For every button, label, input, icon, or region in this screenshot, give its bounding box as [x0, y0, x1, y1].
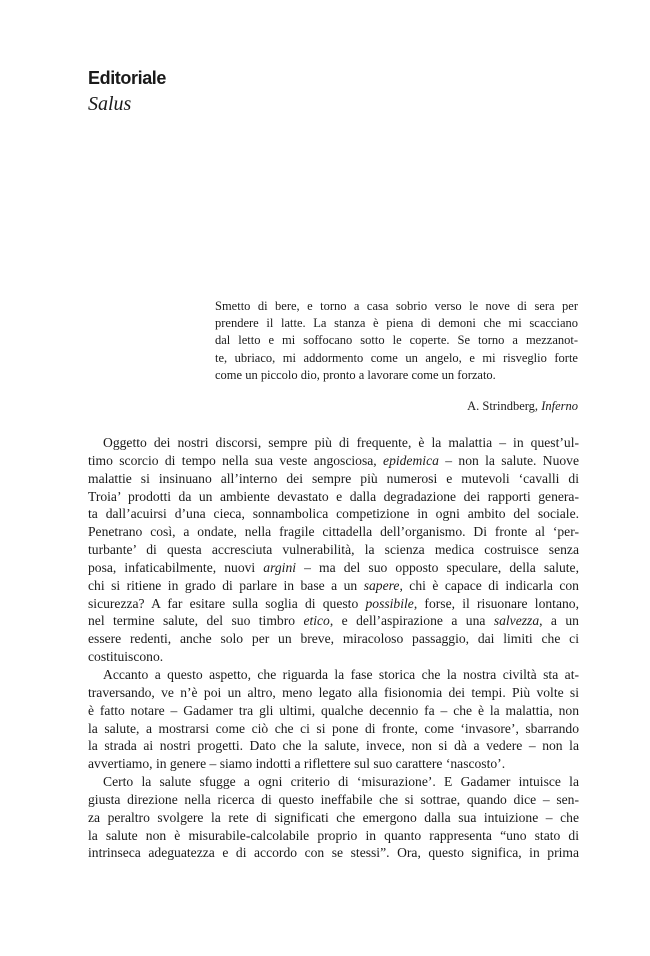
text-run: chi si ritiene in grado di parlare in base a un — [88, 577, 364, 593]
text-line — [88, 827, 579, 845]
text-run: timo scorcio di tempo nella sua veste angosciosa, — [88, 452, 384, 468]
text-run: nel termine salute, del suo timbro — [88, 613, 304, 629]
text-run: , a un — [539, 613, 579, 629]
article-header — [88, 66, 166, 117]
text-line — [88, 577, 579, 595]
text-run: la strada ai nostri progetti. Dato che la salute, invece, non si dà a vedere – non la — [88, 738, 579, 754]
text-line — [88, 434, 579, 452]
emphasis-text: epidemica — [383, 452, 439, 468]
text-line — [88, 684, 579, 702]
text-line — [88, 666, 579, 684]
text-line — [88, 595, 579, 613]
text-line — [88, 470, 579, 488]
epigraph-line: Smetto di bere, e torno a casa sobrio verso le nove di sera per — [215, 299, 578, 313]
text-run: avvertiamo, in genere – siamo indotti a riflettere sul suo carattere ‘nascosto’. — [88, 756, 506, 772]
emphasis-text: sapere — [363, 577, 400, 593]
emphasis-text: argini — [263, 559, 297, 575]
text-run: è fatto notare – Gadamer tra gli ultimi, qualche decennio fa – che è la malattia, non — [88, 702, 579, 718]
text-run: intrinseca adeguatezza e di accordo con se stessi”. Ora, questo significa, in prima — [88, 845, 579, 861]
text-run: Certo la salute sfugge a ogni criterio di ‘misurazione’. E Gadamer intuisce la — [103, 774, 579, 790]
text-run: – non la salute. Nuove — [438, 452, 579, 468]
text-line — [88, 630, 579, 648]
text-line — [88, 755, 579, 773]
text-line — [88, 702, 579, 720]
text-run: posa, infaticabilmente, nuovi — [88, 559, 264, 575]
text-run: za peraltro svolgere la rete di significati che emergono dalla sua intuizione – che — [88, 809, 579, 825]
text-line — [88, 737, 579, 755]
text-line — [88, 720, 579, 738]
paragraph — [88, 666, 579, 773]
text-run: giusta direzione nella ricerca di questo ineffabile che si sottrae, quando dice – sen- — [88, 791, 579, 807]
epigraph-author: A. Strindberg, — [467, 399, 539, 414]
text-line — [88, 488, 579, 506]
text-run: Troia’ prodotti da un ambiente devastato e dalla degradazione dei rapporti genera- — [88, 488, 579, 504]
text-run: Oggetto dei nostri discorsi, sempre più di frequente, è la malattia – in quest’ul- — [103, 435, 579, 450]
text-line — [88, 844, 579, 862]
text-run: ta dall’acuirsi d’una cieca, sonnambolica competizione in ogni ambito del sociale. — [88, 506, 579, 522]
text-run: – ma del suo opposto speculare, della salute, — [296, 559, 579, 575]
text-run: sicurezza? A far esitare sulla soglia di questo — [88, 595, 366, 611]
text-run: traversando, ve n’è poi un altro, meno legato alla fisionomia dei tempi. Più volte si — [88, 684, 579, 700]
text-run: , e dell’aspirazione a una — [329, 613, 494, 629]
text-line — [88, 648, 579, 666]
section-title: Editoriale — [88, 68, 167, 88]
text-line — [88, 541, 579, 559]
text-line — [88, 452, 579, 470]
text-line — [88, 791, 579, 809]
text-run: malattie si insinuano all’interno dei sempre più numerosi e mutevoli ‘cavalli di — [88, 470, 579, 486]
epigraph — [215, 298, 578, 415]
text-run: essere redenti, anche solo per un breve, miracoloso passaggio, dai limiti che ci — [88, 631, 579, 647]
text-line — [88, 505, 579, 523]
emphasis-text: etico — [303, 613, 330, 629]
text-run: Accanto a questo aspetto, che riguarda la fase storica che la nostra civiltà sta at- — [103, 666, 579, 682]
text-run: , chi è capace di indicarla con — [399, 577, 579, 593]
emphasis-text: possibile — [365, 595, 414, 611]
article-subtitle: Salus — [88, 93, 132, 115]
epigraph-line: dal letto e mi soffocano sotto le coperte. Se torno a mezzanot- — [215, 333, 578, 348]
text-run: turbante’ di questa accresciuta vulnerabilità, la scienza medica costruisce senza — [88, 542, 579, 558]
text-run: la salute non è misurabile-calcolabile proprio in quanto rappresenta “uno stato di — [88, 827, 579, 843]
text-run: la salute, a mostrarsi come ciò che ci si pone di fronte, come ‘invasore’, sbarrando — [88, 720, 579, 736]
text-run: , forse, il risuonare lontano, — [413, 595, 579, 611]
epigraph-line: prendere il latte. La stanza è piena di demoni che mi scacciano — [215, 316, 578, 331]
text-run: costituiscono. — [88, 649, 164, 665]
emphasis-text: salvezza — [493, 613, 540, 629]
article-body — [88, 434, 579, 862]
text-line — [88, 809, 579, 827]
paragraph — [88, 773, 579, 862]
epigraph-line: come un piccolo dio, pronto a lavorare come un forzato. — [215, 367, 496, 382]
epigraph-quote — [215, 298, 578, 384]
text-line — [88, 559, 579, 577]
epigraph-attribution — [215, 398, 578, 415]
epigraph-line: te, ubriaco, mi addormento come un angelo, e mi risveglio forte — [215, 350, 578, 365]
epigraph-work: Inferno — [541, 399, 578, 414]
paragraph — [88, 434, 579, 666]
text-run: Penetrano così, a ondate, nella fragile cittadella dell’organismo. Di fronte al ‘per- — [88, 524, 579, 540]
text-line — [88, 523, 579, 541]
text-line — [88, 773, 579, 791]
text-line — [88, 612, 579, 630]
